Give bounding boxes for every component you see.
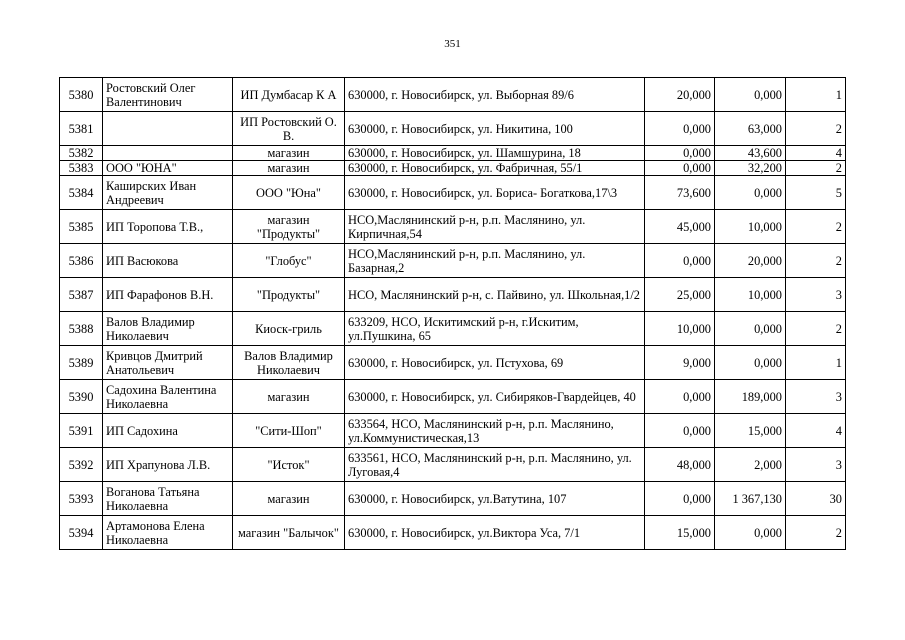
row-count-cell: 1 xyxy=(786,346,846,380)
row-id-cell: 5386 xyxy=(60,244,103,278)
row-object-cell: магазин "Балычок" xyxy=(233,516,345,550)
row-value1-cell: 25,000 xyxy=(645,278,715,312)
row-name-cell: ИП Садохина xyxy=(103,414,233,448)
row-id-cell: 5392 xyxy=(60,448,103,482)
row-name-cell: ИП Торопова Т.В., xyxy=(103,210,233,244)
row-id-cell: 5382 xyxy=(60,146,103,161)
row-value1-cell: 73,600 xyxy=(645,176,715,210)
row-id-cell: 5383 xyxy=(60,161,103,176)
row-value2-cell: 20,000 xyxy=(715,244,786,278)
table-row xyxy=(60,244,846,278)
row-object-cell: магазин xyxy=(233,161,345,176)
row-id-cell: 5381 xyxy=(60,112,103,146)
row-id-cell: 5385 xyxy=(60,210,103,244)
row-count-cell: 3 xyxy=(786,380,846,414)
row-value2-cell: 0,000 xyxy=(715,176,786,210)
registry-table xyxy=(59,77,846,550)
row-value2-cell: 0,000 xyxy=(715,346,786,380)
row-name-cell xyxy=(103,146,233,161)
page-number: 351 xyxy=(444,38,461,50)
row-address-cell: 630000, г. Новосибирск, ул.Виктора Уса, 7/1 xyxy=(345,516,645,550)
row-object-cell: магазин xyxy=(233,146,345,161)
row-object-cell: "Сити-Шоп" xyxy=(233,414,345,448)
row-value1-cell: 0,000 xyxy=(645,380,715,414)
row-count-cell: 30 xyxy=(786,482,846,516)
row-value2-cell: 32,200 xyxy=(715,161,786,176)
row-value2-cell: 43,600 xyxy=(715,146,786,161)
row-count-cell: 2 xyxy=(786,312,846,346)
row-name-cell: Воганова Татьяна Николаевна xyxy=(103,482,233,516)
row-object-cell: магазин xyxy=(233,482,345,516)
table-row xyxy=(60,414,846,448)
row-value2-cell: 15,000 xyxy=(715,414,786,448)
row-name-cell: ИП Васюкова xyxy=(103,244,233,278)
row-name-cell: Валов Владимир Николаевич xyxy=(103,312,233,346)
row-id-cell: 5388 xyxy=(60,312,103,346)
row-value1-cell: 0,000 xyxy=(645,414,715,448)
row-address-cell: 630000, г. Новосибирск, ул. Выборная 89/6 xyxy=(345,78,645,112)
row-value1-cell: 10,000 xyxy=(645,312,715,346)
row-count-cell: 2 xyxy=(786,112,846,146)
row-value1-cell: 0,000 xyxy=(645,482,715,516)
row-value1-cell: 48,000 xyxy=(645,448,715,482)
table-row xyxy=(60,312,846,346)
table-row xyxy=(60,346,846,380)
row-address-cell: 630000, г. Новосибирск, ул. Бориса- Богаткова,17\3 xyxy=(345,176,645,210)
row-object-cell: "Глобус" xyxy=(233,244,345,278)
table-row xyxy=(60,146,846,161)
row-name-cell: ИП Фарафонов В.Н. xyxy=(103,278,233,312)
table-row xyxy=(60,278,846,312)
table-row xyxy=(60,176,846,210)
row-count-cell: 2 xyxy=(786,516,846,550)
row-name-cell: Ростовский Олег Валентинович xyxy=(103,78,233,112)
row-value2-cell: 63,000 xyxy=(715,112,786,146)
table-row xyxy=(60,78,846,112)
row-id-cell: 5380 xyxy=(60,78,103,112)
row-value2-cell: 2,000 xyxy=(715,448,786,482)
row-object-cell: магазин xyxy=(233,380,345,414)
table-row xyxy=(60,210,846,244)
row-object-cell: Киоск-гриль xyxy=(233,312,345,346)
row-object-cell: Валов Владимир Николаевич xyxy=(233,346,345,380)
row-id-cell: 5384 xyxy=(60,176,103,210)
row-id-cell: 5387 xyxy=(60,278,103,312)
row-value1-cell: 0,000 xyxy=(645,112,715,146)
table-row xyxy=(60,161,846,176)
row-value2-cell: 0,000 xyxy=(715,78,786,112)
row-id-cell: 5391 xyxy=(60,414,103,448)
row-count-cell: 5 xyxy=(786,176,846,210)
row-address-cell: 633561, НСО, Маслянинский р-н, р.п. Маслянино, ул. Луговая,4 xyxy=(345,448,645,482)
row-count-cell: 3 xyxy=(786,448,846,482)
row-count-cell: 3 xyxy=(786,278,846,312)
row-name-cell xyxy=(103,112,233,146)
row-value1-cell: 0,000 xyxy=(645,146,715,161)
row-address-cell: НСО,Маслянинский р-н, р.п. Маслянино, ул. Базарная,2 xyxy=(345,244,645,278)
row-object-cell: магазин "Продукты" xyxy=(233,210,345,244)
row-count-cell: 4 xyxy=(786,146,846,161)
row-value2-cell: 189,000 xyxy=(715,380,786,414)
row-value2-cell: 10,000 xyxy=(715,278,786,312)
row-id-cell: 5390 xyxy=(60,380,103,414)
row-value1-cell: 0,000 xyxy=(645,244,715,278)
table-body xyxy=(60,78,846,550)
table-row xyxy=(60,112,846,146)
row-address-cell: 633564, НСО, Маслянинский р-н, р.п. Маслянино, ул.Коммунистическая,13 xyxy=(345,414,645,448)
row-name-cell: Каширских Иван Андреевич xyxy=(103,176,233,210)
row-value1-cell: 20,000 xyxy=(645,78,715,112)
row-object-cell: ИП Думбасар К А xyxy=(233,78,345,112)
row-object-cell: "Продукты" xyxy=(233,278,345,312)
row-value1-cell: 15,000 xyxy=(645,516,715,550)
row-address-cell: 630000, г. Новосибирск, ул. Пстухова, 69 xyxy=(345,346,645,380)
row-address-cell: 630000, г. Новосибирск, ул. Сибиряков-Гвардейцев, 40 xyxy=(345,380,645,414)
table-row xyxy=(60,448,846,482)
row-address-cell: НСО,Маслянинский р-н, р.п. Маслянино, ул. Кирпичная,54 xyxy=(345,210,645,244)
row-address-cell: 630000, г. Новосибирск, ул. Шамшурина, 18 xyxy=(345,146,645,161)
row-value1-cell: 45,000 xyxy=(645,210,715,244)
row-value1-cell: 9,000 xyxy=(645,346,715,380)
row-object-cell: "Исток" xyxy=(233,448,345,482)
row-name-cell: ООО "ЮНА" xyxy=(103,161,233,176)
row-value2-cell: 10,000 xyxy=(715,210,786,244)
row-count-cell: 1 xyxy=(786,78,846,112)
row-object-cell: ООО "Юна" xyxy=(233,176,345,210)
row-id-cell: 5393 xyxy=(60,482,103,516)
row-address-cell: 630000, г. Новосибирск, ул.Ватутина, 107 xyxy=(345,482,645,516)
row-address-cell: 630000, г. Новосибирск, ул. Никитина, 100 xyxy=(345,112,645,146)
row-count-cell: 2 xyxy=(786,161,846,176)
row-address-cell: 630000, г. Новосибирск, ул. Фабричная, 55/1 xyxy=(345,161,645,176)
row-value2-cell: 0,000 xyxy=(715,312,786,346)
row-value2-cell: 1 367,130 xyxy=(715,482,786,516)
row-address-cell: 633209, НСО, Искитимский р-н, г.Искитим, ул.Пушкина, 65 xyxy=(345,312,645,346)
row-count-cell: 4 xyxy=(786,414,846,448)
row-name-cell: Садохина Валентина Николаевна xyxy=(103,380,233,414)
row-value2-cell: 0,000 xyxy=(715,516,786,550)
table-row xyxy=(60,380,846,414)
row-value1-cell: 0,000 xyxy=(645,161,715,176)
row-name-cell: Кривцов Дмитрий Анатольевич xyxy=(103,346,233,380)
table-row xyxy=(60,482,846,516)
row-address-cell: НСО, Маслянинский р-н, с. Пайвино, ул. Школьная,1/2 xyxy=(345,278,645,312)
row-id-cell: 5389 xyxy=(60,346,103,380)
row-count-cell: 2 xyxy=(786,244,846,278)
row-object-cell: ИП Ростовский О. В. xyxy=(233,112,345,146)
row-id-cell: 5394 xyxy=(60,516,103,550)
row-name-cell: ИП Храпунова Л.В. xyxy=(103,448,233,482)
table-row xyxy=(60,516,846,550)
row-count-cell: 2 xyxy=(786,210,846,244)
row-name-cell: Артамонова Елена Николаевна xyxy=(103,516,233,550)
